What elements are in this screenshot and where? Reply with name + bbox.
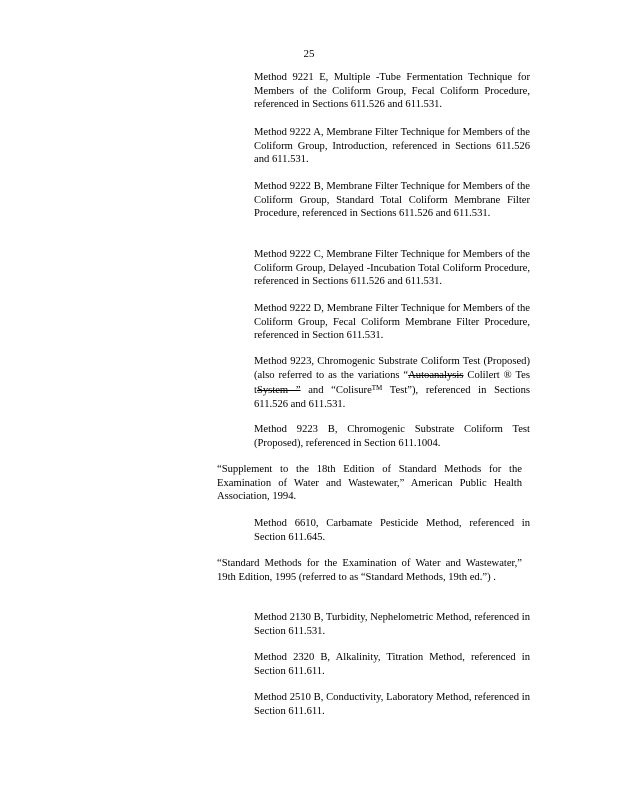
- method-9223-text-colisure: and “Colisure: [300, 385, 372, 397]
- reference-method-6610: Method 6610, Carbamate Pesticide Method, referenced in Section 611.645.: [254, 518, 530, 543]
- reference-method-2130b: Method 2130 B, Turbidity, Nephelometric Method, referenced in Section 611.531.: [254, 612, 530, 637]
- method-9223-text-colilert: Colilert ® Tes t: [254, 369, 530, 397]
- struck-text-autoanalysis: Autoanalysis: [408, 369, 464, 381]
- reference-method-9223b: Method 9223 B, Chromogenic Substrate Coliform Test (Proposed), referenced in Section 611.1004.: [254, 424, 530, 449]
- reference-method-9222a: Method 9222 A, Membrane Filter Technique for Members of the Coliform Group, Introduction, referenced in Sections 611.526 and 611.531.: [254, 127, 530, 166]
- reference-method-9223: [254, 355, 530, 411]
- reference-method-9222b: Method 9222 B, Membrane Filter Technique for Members of the Coliform Group, Standard Total Coliform Membrane Filter Procedure, referenced in Sections 611.526 and 611.531.: [254, 181, 530, 220]
- method-9223-text-start: Method 9223, Chromogenic Substrate Coliform Test (Proposed) (also referred to as the variations “: [254, 356, 530, 381]
- reference-standard-methods-19th: “Standard Methods for the Examination of Water and Wastewater,” 19th Edition, 1995 (referred to as “Standard Methods, 19th ed.”) .: [217, 558, 522, 583]
- method-9223-text-end: Test”), referenced in Sections 611.526 and 611.531.: [254, 385, 530, 410]
- trademark-mark: TM: [371, 384, 383, 393]
- reference-method-2320b: Method 2320 B, Alkalinity, Titration Method, referenced in Section 611.611.: [254, 652, 530, 677]
- struck-text-system: System ”: [256, 385, 301, 397]
- reference-method-9222c: Method 9222 C, Membrane Filter Technique for Members of the Coliform Group, Delayed -Incubation Total Coliform Procedure, referenced in Sections 611.526 and 611.531.: [254, 249, 530, 288]
- reference-method-9222d: Method 9222 D, Membrane Filter Technique for Members of the Coliform Group, Fecal Coliform Membrane Filter Procedure, referenced in Section 611.531.: [254, 303, 530, 342]
- reference-method-2510b: Method 2510 B, Conductivity, Laboratory Method, referenced in Section 611.611.: [254, 692, 530, 717]
- reference-supplement-18th-edition: “Supplement to the 18th Edition of Standard Methods for the Examination of Water and Wastewater,” American Public Health Association, 1994.: [217, 464, 522, 503]
- page-number: 25: [303, 48, 315, 60]
- reference-method-9221e: Method 9221 E, Multiple -Tube Fermentation Technique for Members of the Coliform Group, Fecal Coliform Procedure, referenced in Sections 611.526 and 611.531.: [254, 72, 530, 111]
